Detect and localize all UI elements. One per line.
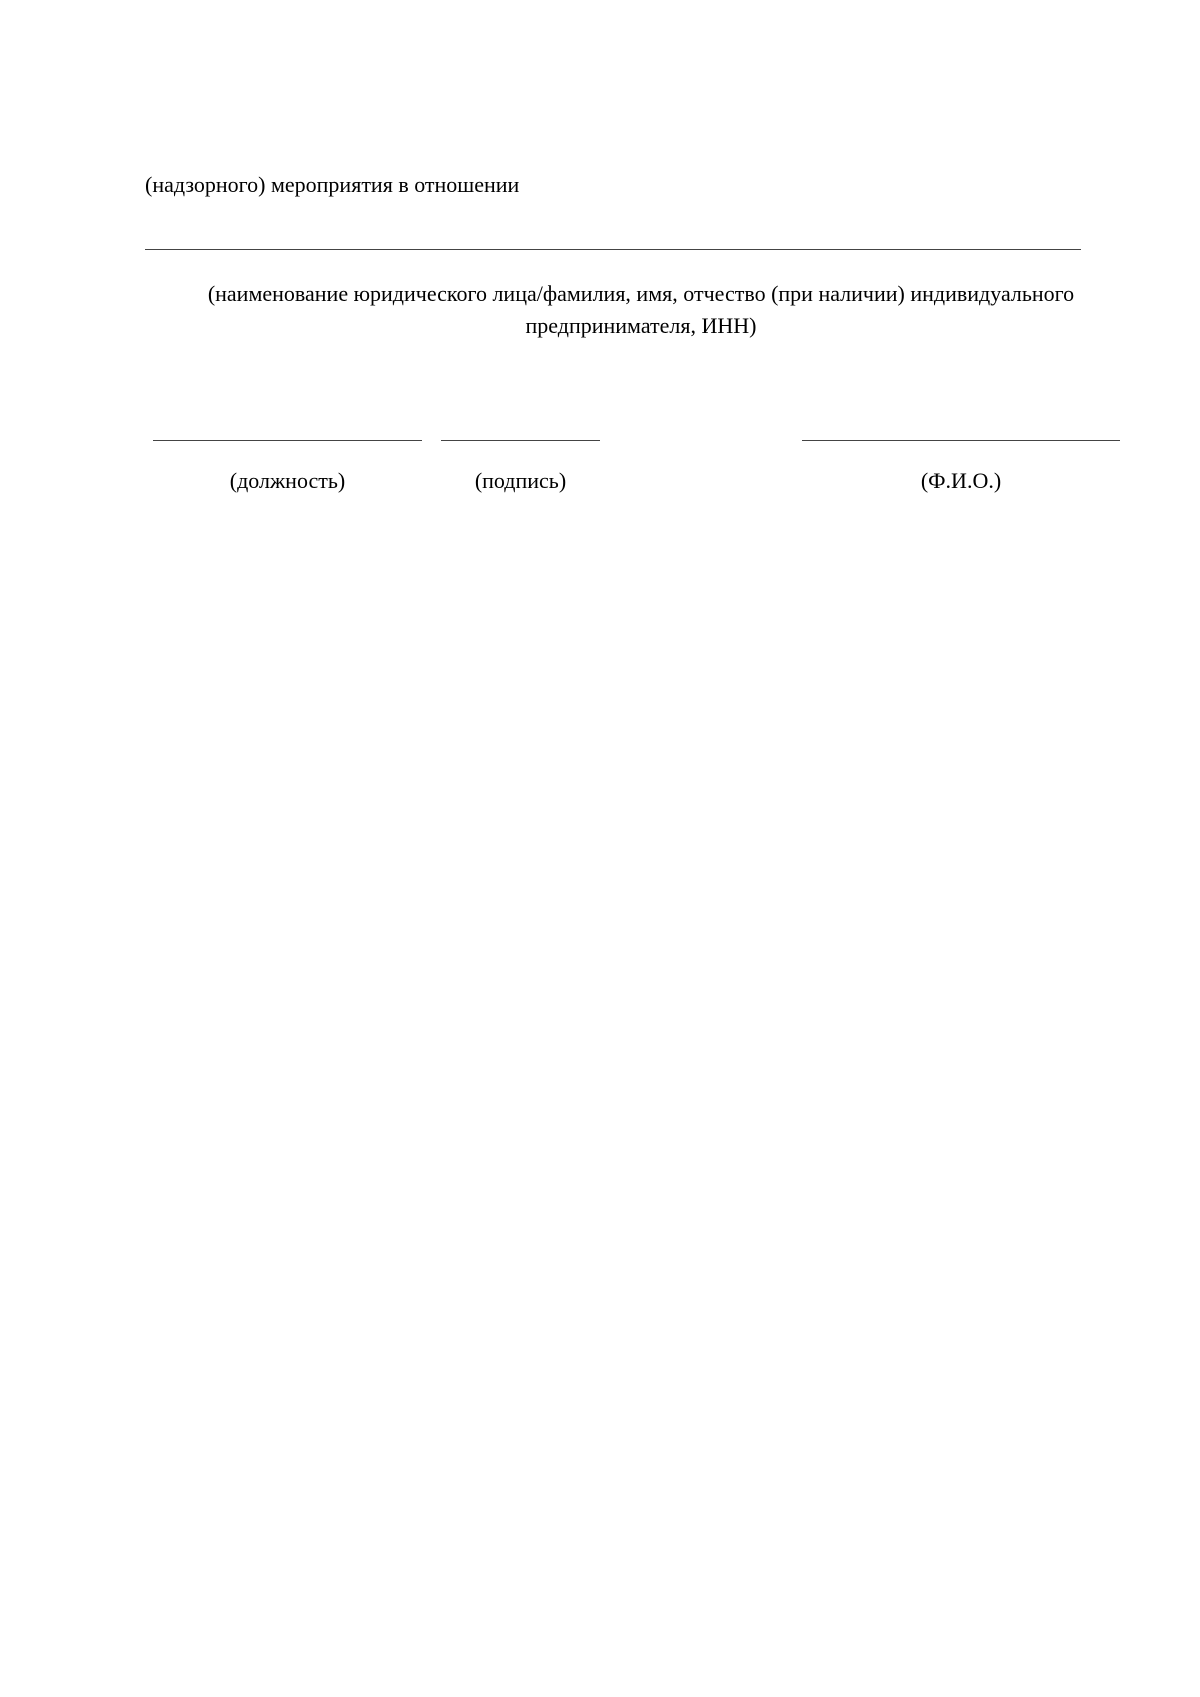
position-line — [153, 440, 422, 441]
entity-name-line — [145, 249, 1081, 250]
entity-name-caption: (наименование юридического лица/фамилия, имя, отчество (при наличии) индивидуального предпринимателя, ИНН) — [207, 281, 1075, 338]
intro-text: (надзорного) мероприятия в отношении — [145, 172, 520, 197]
fio-caption: (Ф.И.О.) — [920, 468, 1002, 493]
position-caption: (должность) — [229, 468, 346, 493]
signature-line — [441, 440, 600, 441]
fio-line — [802, 440, 1120, 441]
signature-caption: (подпись) — [474, 468, 567, 493]
